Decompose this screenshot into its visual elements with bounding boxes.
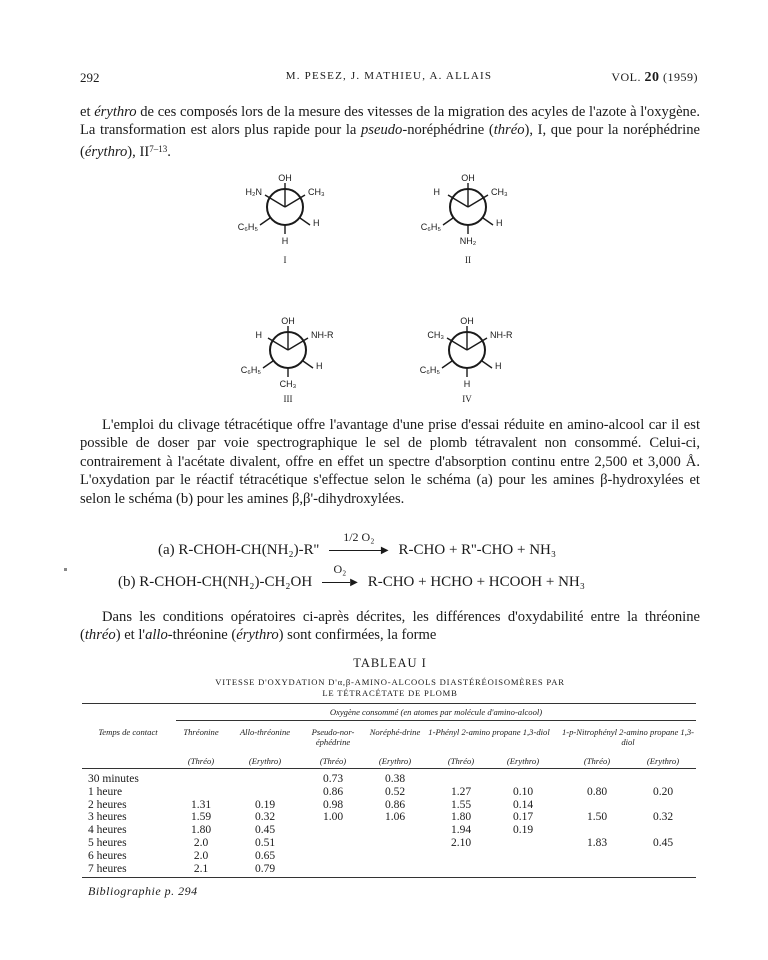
table-cell: 2.10 [450,837,472,849]
table-cell: 0.19 [254,798,276,811]
table-cell: 0.86 [384,798,406,811]
table-row-time: 2 heures [88,798,127,811]
volume-info [611,70,698,86]
config-header: (Thréo) [583,756,611,766]
volume-prefix: VOL. [611,70,641,84]
table-row-header: Temps de contact [98,727,158,737]
table-cell: 1.83 [586,837,608,849]
equation-b [118,562,585,591]
structure-III [241,316,334,404]
table-cell: 1.50 [586,811,608,824]
table-top-rule [82,703,696,704]
structure-II-bottom: NH₂ [459,236,477,246]
table-cell: 0.10 [512,785,534,798]
table-cell: 0.32 [652,811,674,824]
table-subtitle-line1: VITESSE D'OXYDATION D'α,β-AMINO-ALCOOLS DIASTÉRÉOISOMÈRES PAR [215,677,565,687]
table-row-time: 3 heures [88,811,127,824]
table-cell: 0.80 [586,785,608,798]
table-bottom-rule [82,877,696,878]
col-header-allo-threonine: Allo-thréonine [239,727,291,737]
equation-a-products: R-CHO + R''-CHO + NH₃ [398,542,557,558]
table-cell: 1.55 [450,798,472,811]
table-cell: 0.45 [254,824,276,837]
structure-III-lower-left: C₆H₅ [240,365,261,375]
bibliography-note: Bibliographie p. 294 [88,884,198,898]
structure-I-top: OH [278,173,292,183]
table-cell: 2.0 [193,837,209,849]
table-subtitle-line2: LE TÉTRACÉTATE DE PLOMB [322,688,458,698]
equation-b-products: R-CHO + HCHO + HCOOH + NH₃ [367,574,585,590]
structure-III-upper-left: H [255,330,262,340]
paragraph-method: L'emploi du clivage tétracétique offre l'avantage d'une prise d'essai réduite en amino-alcool car il est possible de doser par voie spectrographique le sel de plomb tétravalent non consommé. Celui-ci, contrairement à l'acétate divalent, offre en effet un spectre d'absorption continu entre 2,500 et 3,000 Å. L'oxydation par le réactif tétracétique s'effectue selon le schéma (a) pour les amines β-hydroxylées et selon le schéma (b) pour les amines β,β'-dihydroxylées. [80,417,700,507]
structure-II-top: OH [461,173,475,183]
col-header-nitrophenyl-aminopropanediol: 1-p-Nitrophényl 2-amino propane 1,3-diol [561,727,695,747]
structure-I [238,173,325,265]
structure-I-upper-left: H₂N [245,187,262,197]
table-cell: 0.52 [384,785,406,798]
structure-II-upper-right: CH₃ [491,187,508,197]
table-cell: 1.27 [450,785,472,798]
paragraph-intro: et érythro de ces composés lors de la mesure des vitesses de la migration des acyles de l'azote à l'oxygène. La transformation est alors plus rapide pour la pseudo-noréphédrine (thréo), I, que pour la noréphédrine (érythro), II$^{7-13}$. [80,104,700,160]
config-header: (Erythro) [378,756,412,766]
table-cell: 0.79 [254,862,276,875]
volume-number: 20 [644,70,660,85]
structure-I-upper-right: CH₃ [308,187,325,197]
config-header: (Erythro) [248,756,282,766]
newman-structures [0,150,768,420]
equation-b-reagent: O₂ [333,562,347,576]
running-authors: M. PESEZ, J. MATHIEU, A. ALLAIS [285,70,493,82]
table-row-time: 30 minutes [88,773,139,785]
col-header-pseudo-norephedrine: Pseudo-nor-éphédrine [311,727,355,747]
structure-II-lower-right: H [496,218,503,228]
structure-I-lower-right: H [313,218,320,228]
table-row-time: 4 heures [88,824,127,837]
table-cell: 1.00 [322,811,344,824]
table-row-time: 5 heures [88,837,127,849]
volume-year: (1959) [663,70,698,84]
structure-II [421,173,508,265]
config-header: (Thréo) [319,756,347,766]
paragraph-conditions: Dans les conditions opératoires ci-après décrites, les différences d'oxydabilité entre la thréonine (thréo) et l'allo-thréonine (érythro) sont confirmées, la forme [80,609,700,644]
table-cell: 1.06 [384,811,406,824]
structure-III-top: OH [281,316,295,326]
col-header-threonine: Thréonine [183,727,219,737]
table-subtitle [120,677,660,699]
table-cell: 2.1 [193,862,209,875]
structure-II-lower-left: C₆H₅ [420,222,441,232]
table-cell: 0.45 [652,837,674,849]
page-number: 292 [80,70,100,85]
structure-IV [420,316,513,404]
config-header: (Erythro) [646,756,680,766]
table-cell: 0.86 [322,785,344,798]
equation-a-label: (a) [158,542,175,558]
config-header: (Thréo) [187,756,215,766]
structure-IV-label: IV [462,394,472,404]
table-cell: 0.17 [512,811,534,824]
structure-III-lower-right: H [316,361,323,371]
structure-III-bottom: CH₃ [279,379,297,389]
structure-IV-bottom: H [463,379,471,389]
table-cell: 0.38 [384,773,406,785]
structure-II-upper-left: H [433,187,440,197]
table-cell: 0.98 [322,798,344,811]
table-group-header: Oxygène consommé (en atomes par molécule d'amino-alcool) [329,707,543,717]
col-header-norephedrine: Noréphé-drine [369,727,421,737]
structure-IV-upper-right: NH-R [490,330,513,340]
table-row-time: 6 heures [88,849,127,862]
table-row-time: 7 heures [88,862,127,875]
table-cell: 0.73 [322,773,344,785]
structure-III-label: III [283,394,293,404]
equation-b-label: (b) [118,574,136,590]
table-cell: 0.20 [652,785,674,798]
table-cell: 0.65 [254,849,276,862]
equation-b-reactant: R-CHOH-CH(NH₂)-CH₂OH [139,574,313,590]
running-header [80,70,698,90]
structure-I-lower-left: C₆H₅ [237,222,258,232]
equation-a [158,530,557,559]
config-header: (Erythro) [506,756,540,766]
table-cell: 1.59 [190,811,212,824]
col-header-phenyl-aminopropanediol: 1-Phényl 2-amino propane 1,3-diol [428,727,550,737]
table-cell: 0.51 [254,837,276,849]
table-cell: 1.80 [190,824,212,837]
table-header-rule [82,768,696,769]
structure-IV-lower-left: C₆H₅ [419,365,440,375]
structure-IV-lower-right: H [495,361,502,371]
structure-IV-upper-left: CH₃ [427,330,444,340]
structure-IV-top: OH [460,316,474,326]
config-header: (Thréo) [447,756,475,766]
table-group-rule [176,720,696,721]
equation-a-arrow: 1/2 O₂ ▶ [327,542,391,559]
table-title: TABLEAU I [353,656,427,670]
table-cell: 1.31 [190,798,212,811]
structure-I-label: I [283,255,287,265]
table-cell: 0.19 [512,824,534,837]
table-cell: 0.32 [254,811,276,824]
table-cell: 2.0 [193,849,209,862]
table-row-time: 1 heure [88,785,123,798]
equation-b-arrow: O₂ ▶ [320,574,360,591]
table-cell: 0.14 [512,798,534,811]
table-cell: 1.80 [450,811,472,824]
scan-speck [64,568,67,571]
equation-a-reagent: 1/2 O₂ [343,530,375,544]
table-cell: 1.94 [450,824,472,837]
equation-a-reactant: R-CHOH-CH(NH₂)-R'' [178,542,320,558]
structure-I-bottom: H [281,236,289,246]
structure-III-upper-right: NH-R [311,330,334,340]
structure-II-label: II [465,255,471,265]
